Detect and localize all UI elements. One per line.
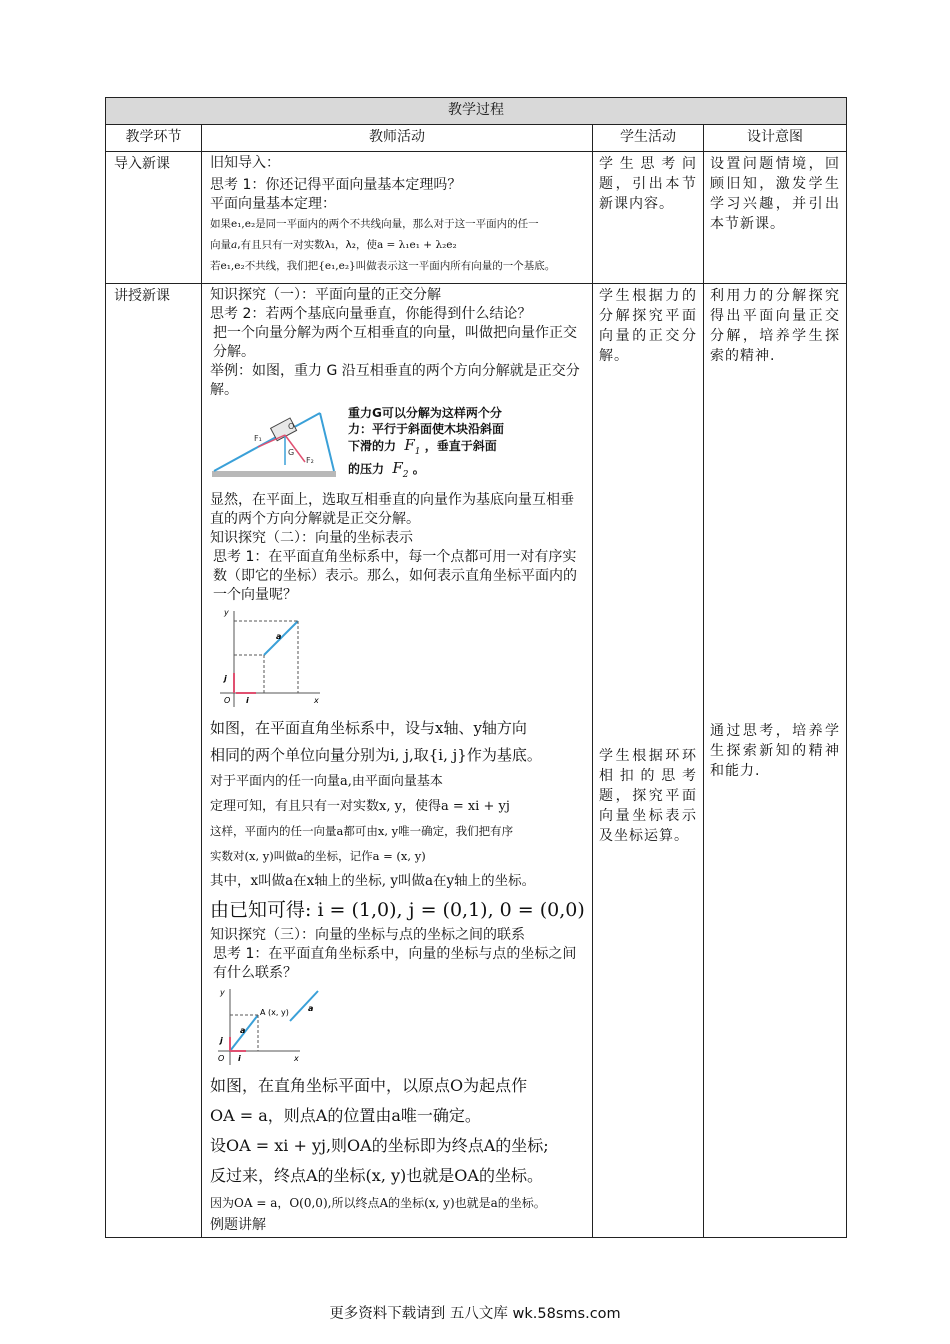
coordinate-figure-2 bbox=[210, 985, 330, 1067]
design-teach-1: 利用力的分解探究得出平面向量正交分解，培养学生探索的精神. bbox=[710, 288, 840, 364]
table-title: 教学过程 bbox=[106, 98, 847, 125]
stage-intro: 导入新课 bbox=[106, 152, 202, 284]
orthogonal-conclusion: 显然，在平面上，选取互相垂直的向量作为基底向量互相垂直的两个方向分解就是正交分解。 bbox=[210, 492, 574, 527]
table-row-teach bbox=[106, 284, 847, 1238]
coord-text-6: 实数对(x, y)叫做a的坐标，记作a = (x, y) bbox=[210, 849, 426, 863]
coordinate-figure-1 bbox=[210, 607, 325, 711]
think-point: 思考 1：在平面直角坐标系中，向量的坐标与点的坐标之间有什么联系？ bbox=[213, 946, 577, 981]
coord-text-8: 由已知可得: i = (1,0), j = (0,1), 0 = (0,0) bbox=[210, 899, 585, 921]
coord-text-7: 其中，x叫做a在x轴上的坐标, y叫做a在y轴上的坐标。 bbox=[210, 873, 536, 889]
orthogonal-definition: 把一个向量分解为两个互相垂直的向量，叫做把向量作正交分解。 bbox=[213, 325, 577, 360]
coord-text-1: 如图，在平面直角坐标系中，设与x轴、y轴方向 bbox=[210, 719, 527, 737]
svg-text:x: x bbox=[294, 1054, 299, 1063]
think-coordinate: 思考 1：在平面直角坐标系中，每一个点都可用一对有序实数（即它的坐标）表示。那么，如何表示直角坐标平面内的一个向量呢？ bbox=[213, 549, 577, 603]
label-G: G bbox=[288, 448, 295, 457]
header-design: 设计意图 bbox=[704, 125, 847, 152]
label-F2: F₂ bbox=[306, 456, 314, 465]
svg-text:j: j bbox=[220, 1036, 223, 1045]
example-gravity: 举例：如图，重力 G 沿互相垂直的两个方向分解就是正交分解。 bbox=[210, 363, 580, 398]
knowledge-3-title: 知识探究（三）：向量的坐标与点的坐标之间的联系 bbox=[210, 927, 525, 943]
svg-text:i: i bbox=[238, 1054, 241, 1063]
student-intro: 学生思考问题，引出本节新课内容。 bbox=[593, 152, 704, 284]
teacher-teach bbox=[202, 284, 593, 1238]
lesson-table bbox=[105, 97, 847, 1238]
coord-text-4: 定理可知，有且只有一对实数x, y，使得a = xi + yj bbox=[210, 799, 510, 814]
intro-line3: 平面向量基本定理： bbox=[210, 196, 336, 212]
svg-text:y: y bbox=[224, 608, 229, 617]
footer-text: 更多资料下载请到 五八文库 wk.58sms.com bbox=[329, 1306, 621, 1322]
label-F1: F₁ bbox=[254, 434, 262, 443]
intro-line1: 旧知导入： bbox=[210, 155, 280, 171]
label-O: O bbox=[288, 422, 295, 431]
intro-line2: 思考 1：你还记得平面向量基本定理吗？ bbox=[210, 177, 462, 193]
coord-text-2: 相同的两个单位向量分别为i, j,取{i, j}作为基底。 bbox=[210, 746, 542, 764]
design-teach-2: 通过思考，培养学生探索新知的精神和能力. bbox=[710, 723, 840, 779]
design-teach bbox=[704, 284, 847, 1238]
student-teach-2: 学生根据环环相扣的思考题，探究平面向量坐标表示及坐标运算。 bbox=[599, 748, 697, 844]
caption-F2: $F_2$ bbox=[392, 459, 409, 480]
point-text-1: 如图，在直角坐标平面中，以原点O为起点作 bbox=[210, 1076, 528, 1095]
header-student: 学生活动 bbox=[593, 125, 704, 152]
svg-text:a: a bbox=[308, 1004, 314, 1013]
example-title: 例题讲解 bbox=[210, 1217, 266, 1233]
point-text-2: OA = a，则点A的位置由a唯一确定。 bbox=[210, 1106, 481, 1125]
stage-teach: 讲授新课 bbox=[106, 284, 202, 1238]
coord-text-3: 对于平面内的任一向量a,由平面向量基本 bbox=[210, 774, 443, 789]
svg-text:a: a bbox=[240, 1026, 246, 1035]
knowledge-2-title: 知识探究（二）：向量的坐标表示 bbox=[210, 530, 413, 546]
header-teacher: 教师活动 bbox=[202, 125, 593, 152]
svg-text:x: x bbox=[314, 696, 319, 705]
table-row-intro bbox=[106, 152, 847, 284]
table-title-row bbox=[106, 98, 847, 125]
gravity-caption: 重力G可以分解为这样两个分 力：平行于斜面使木块沿斜面 下滑的力 $F_1$ ，垂直于斜面 的压力 $F_2$ 。 bbox=[348, 406, 505, 480]
knowledge-1-title: 知识探究（一）：平面向量的正交分解 bbox=[210, 287, 441, 303]
caption-F1: $F_1$ bbox=[404, 436, 421, 457]
point-text-3: 设OA = xi + yj,则OA的坐标即为终点A的坐标; bbox=[210, 1136, 549, 1155]
theorem-line1: 如果e₁,e₂是同一平面内的两个不共线向量，那么对于这一平面内的任一 bbox=[210, 218, 539, 230]
svg-text:O: O bbox=[218, 1054, 225, 1063]
design-intro: 设置问题情境，回顾旧知，激发学生学习兴趣，并引出本节新课。 bbox=[704, 152, 847, 284]
svg-text:O: O bbox=[224, 696, 231, 705]
table-header-row bbox=[106, 125, 847, 152]
theorem-line3: 若e₁,e₂不共线，我们把{e₁,e₂}叫做表示这一平面内所有向量的一个基底。 bbox=[210, 260, 556, 272]
gravity-figure-block bbox=[210, 403, 584, 489]
teacher-intro bbox=[202, 152, 593, 284]
svg-text:A (x, y): A (x, y) bbox=[260, 1008, 289, 1017]
think-2: 思考 2：若两个基底向量垂直，你能得到什么结论？ bbox=[210, 306, 532, 322]
student-teach bbox=[593, 284, 704, 1238]
student-teach-1: 学生根据力的分解探究平面向量的正交分解。 bbox=[599, 288, 697, 364]
incline-diagram bbox=[210, 407, 340, 487]
theorem-line2: 向量a,有且只有一对实数λ₁，λ₂，使a = λ₁e₁ + λ₂e₂ bbox=[210, 239, 457, 251]
svg-text:y: y bbox=[220, 988, 225, 997]
point-text-5: 因为OA = a，O(0,0),所以终点A的坐标(x, y)也就是a的坐标。 bbox=[210, 1196, 546, 1210]
svg-text:j: j bbox=[224, 674, 227, 683]
header-stage: 教学环节 bbox=[106, 125, 202, 152]
point-text-4: 反过来，终点A的坐标(x, y)也就是OA的坐标。 bbox=[210, 1166, 543, 1185]
svg-text:i: i bbox=[246, 696, 249, 705]
coord-text-5: 这样，平面内的任一向量a都可由x, y唯一确定，我们把有序 bbox=[210, 824, 514, 838]
svg-text:a: a bbox=[276, 632, 282, 641]
